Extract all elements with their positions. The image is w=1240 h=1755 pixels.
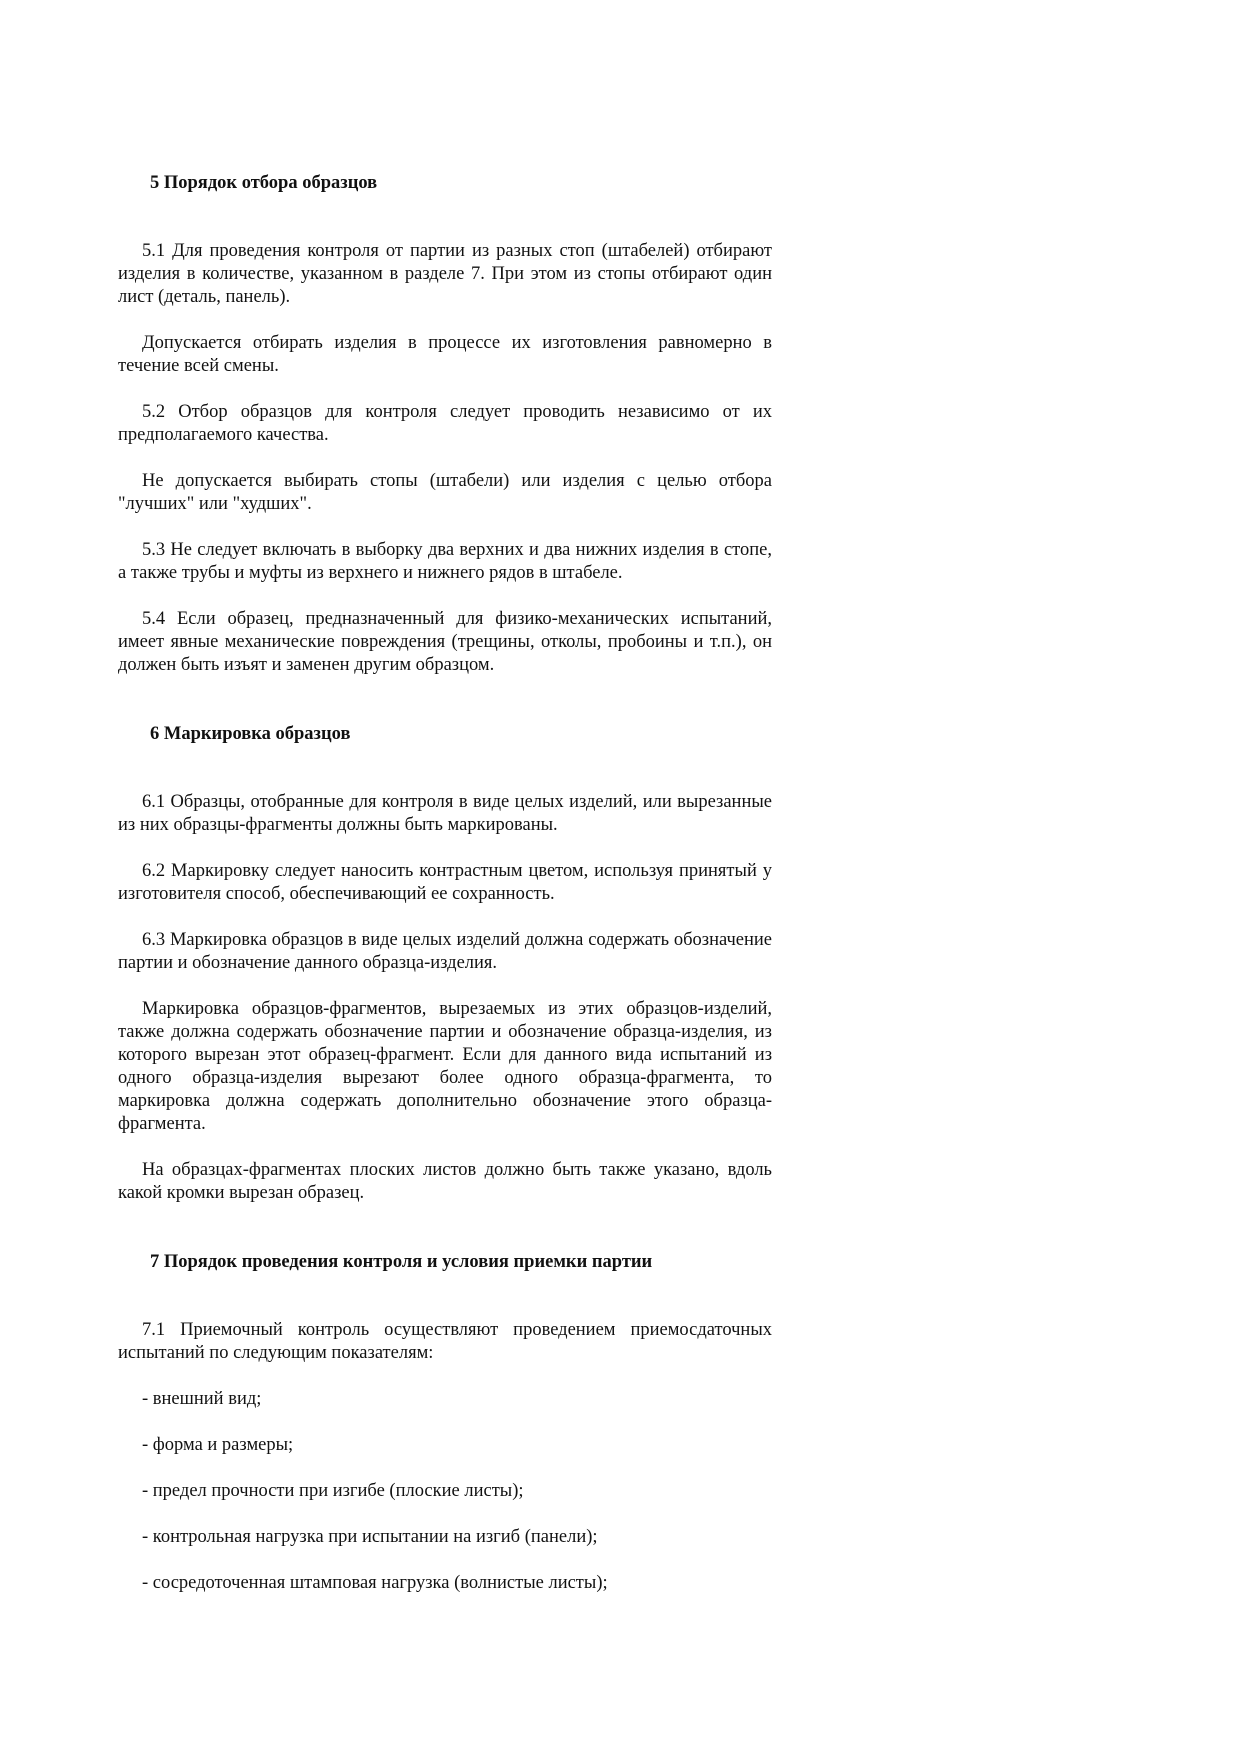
paragraph: 6.3 Маркировка образцов в виде целых изделий должна содержать обозначение партии и обозначение данного образца-изделия. — [118, 930, 772, 973]
paragraph: Маркировка образцов-фрагментов, вырезаемых из этих образцов-изделий, также должна содержать обозначение партии и обозначение образца-изделия, из которого вырезан этот образец-фрагмент. Если для данного вида испытаний из одного образца-изделия вырезают более одного образца-фрагмента, то маркировка должна содержать дополнительно обозначение этого образца-фрагмента. — [118, 999, 772, 1134]
section-heading: 6 Маркировка образцов — [150, 724, 351, 744]
paragraph: 6.2 Маркировку следует наносить контрастным цветом, используя принятый у изготовителя способ, обеспечивающий ее сохранность. — [118, 861, 772, 904]
list-item: - контрольная нагрузка при испытании на изгиб (панели); — [142, 1527, 598, 1547]
paragraph: Допускается отбирать изделия в процессе их изготовления равномерно в течение всей смены. — [118, 333, 772, 376]
list-item: - предел прочности при изгибе (плоские листы); — [142, 1481, 524, 1501]
paragraph: 5.2 Отбор образцов для контроля следует проводить независимо от их предполагаемого качества. — [118, 402, 772, 445]
section-heading: 5 Порядок отбора образцов — [150, 173, 378, 193]
paragraph: На образцах-фрагментах плоских листов должно быть также указано, вдоль какой кромки вырезан образец. — [118, 1160, 772, 1203]
document-page — [118, 172, 772, 1595]
paragraph: 5.4 Если образец, предназначенный для физико-механических испытаний, имеет явные механические повреждения (трещины, отколы, пробоины и т.п.), он должен быть изъят и заменен другим образцом. — [118, 609, 772, 675]
list-item: - внешний вид; — [142, 1389, 262, 1409]
paragraph: 6.1 Образцы, отобранные для контроля в виде целых изделий, или вырезанные из них образцы-фрагменты должны быть маркированы. — [118, 792, 772, 835]
section-heading: 7 Порядок проведения контроля и условия приемки партии — [150, 1252, 653, 1272]
paragraph: 5.3 Не следует включать в выборку два верхних и два нижних изделия в стопе, а также трубы и муфты из верхнего и нижнего рядов в штабеле. — [118, 540, 772, 583]
paragraph: 5.1 Для проведения контроля от партии из разных стоп (штабелей) отбирают изделия в количестве, указанном в разделе 7. При этом из стопы отбирают один лист (деталь, панель). — [118, 241, 772, 307]
list-item: - сосредоточенная штамповая нагрузка (волнистые листы); — [142, 1573, 608, 1593]
paragraph: Не допускается выбирать стопы (штабели) или изделия с целью отбора "лучших" или "худших". — [118, 471, 772, 514]
paragraph: 7.1 Приемочный контроль осуществляют проведением приемосдаточных испытаний по следующим показателям: — [118, 1320, 772, 1363]
list-item: - форма и размеры; — [142, 1435, 294, 1455]
